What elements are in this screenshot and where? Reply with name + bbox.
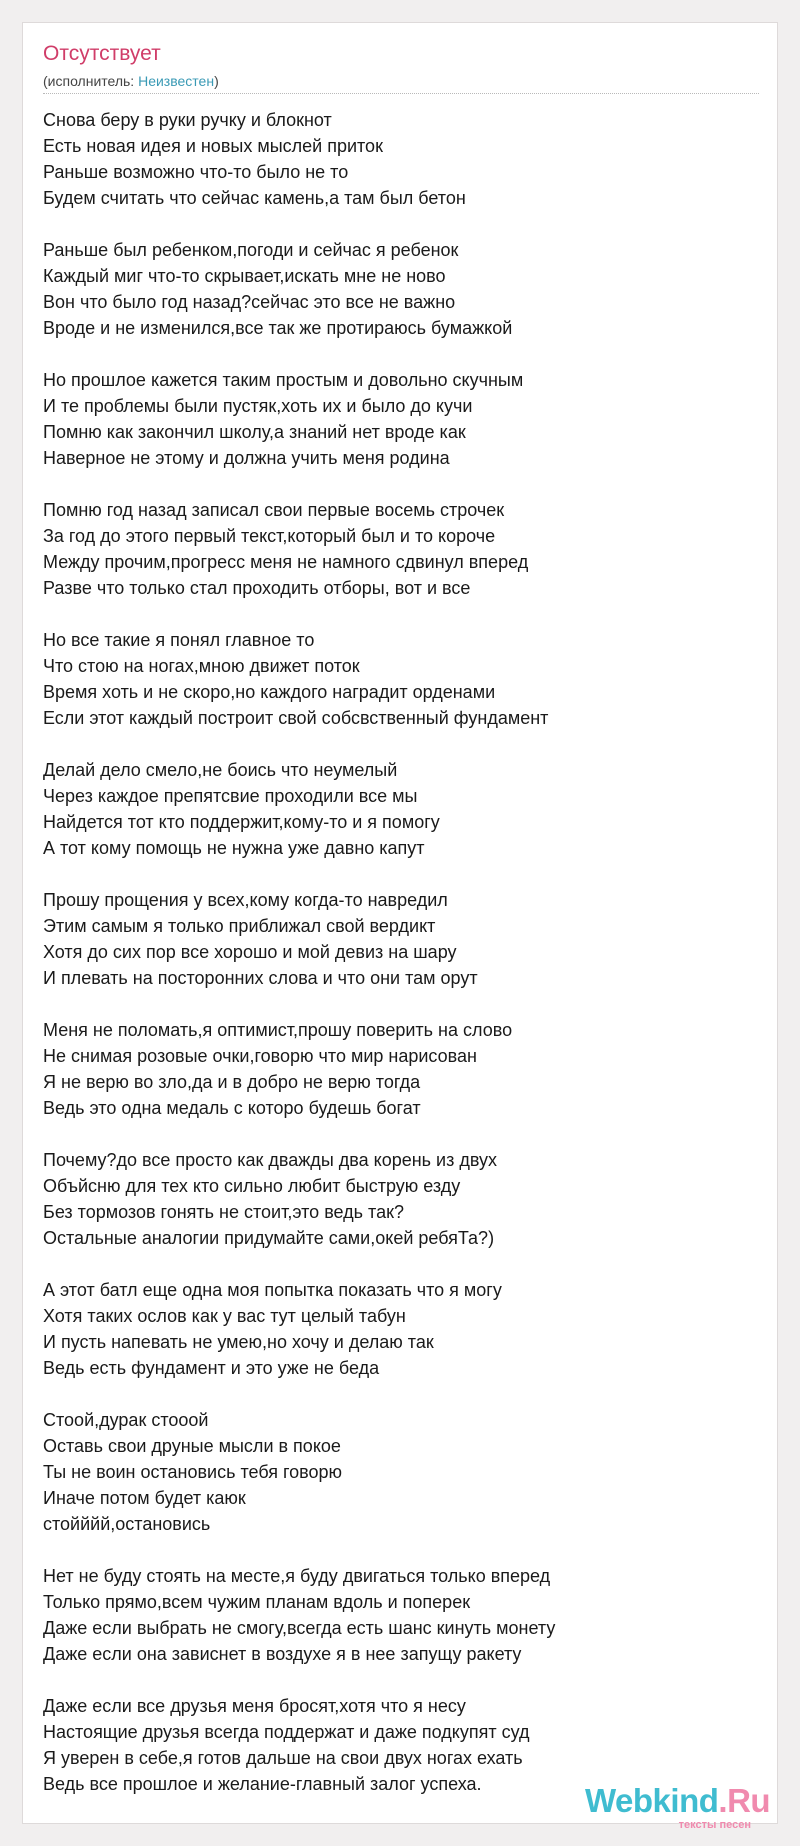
lyric-line: Оставь свои друные мысли в покое: [43, 1436, 341, 1456]
lyric-line: Только прямо,всем чужим планам вдоль и поперек: [43, 1592, 471, 1612]
lyrics-stanza: [43, 1563, 759, 1667]
lyric-line: Помню как закончил школу,а знаний нет вроде как: [43, 422, 466, 442]
lyric-line: Прошу прощения у всех,кому когда-то навредил: [43, 890, 448, 910]
lyric-line: Но прошлое кажется таким простым и довольно скучным: [43, 370, 524, 390]
lyric-line: Но все такие я понял главное то: [43, 630, 315, 650]
logo-wordmark: [585, 1781, 770, 1821]
lyrics-stanza: [43, 1277, 759, 1381]
lyric-line: Этим самым я только приближал свой вердикт: [43, 916, 436, 936]
lyrics-stanza: [43, 107, 759, 211]
lyric-line: Не снимая розовые очки,говорю что мир нарисован: [43, 1046, 477, 1066]
lyric-line: Хотя таких ослов как у вас тут целый табун: [43, 1306, 406, 1326]
lyrics-stanza: [43, 1407, 759, 1537]
lyric-line: Даже если она зависнет в воздухе я в нее запущу ракету: [43, 1644, 522, 1664]
lyric-line: Если этот каждый построит свой собсвственный фундамент: [43, 708, 549, 728]
header-divider: [43, 93, 759, 94]
lyric-line: Наверное не этому и должна учить меня родина: [43, 448, 450, 468]
lyrics-stanza: [43, 1017, 759, 1121]
lyric-line: Даже если все друзья меня бросят,хотя что я несу: [43, 1696, 466, 1716]
lyric-line: Раньше был ребенком,погоди и сейчас я ребенок: [43, 240, 459, 260]
lyrics-stanza: [43, 237, 759, 341]
lyric-line: стойййй,остановись: [43, 1514, 211, 1534]
lyrics-body: [43, 107, 759, 1823]
artist-suffix: ): [214, 73, 219, 89]
lyric-line: Меня не поломать,я оптимист,прошу поверить на слово: [43, 1020, 513, 1040]
lyric-line: Каждый миг что-то скрывает,искать мне не ново: [43, 266, 446, 286]
lyric-line: Иначе потом будет каюк: [43, 1488, 246, 1508]
lyrics-stanza: [43, 497, 759, 601]
lyric-line: Помню год назад записал свои первые восемь строчек: [43, 500, 505, 520]
lyric-line: Есть новая идея и новых мыслей приток: [43, 136, 383, 156]
lyrics-stanza: [43, 367, 759, 471]
lyric-line: И плевать на посторонних слова и что они там орут: [43, 968, 478, 988]
lyric-line: Настоящие друзья всегда поддержат и даже подкупят суд: [43, 1722, 530, 1742]
lyric-line: Найдется тот кто поддержит,кому-то и я помогу: [43, 812, 440, 832]
lyric-line: И пусть напевать не умею,но хочу и делаю так: [43, 1332, 434, 1352]
lyric-line: Хотя до сих пор все хорошо и мой девиз на шару: [43, 942, 457, 962]
lyrics-stanza: [43, 887, 759, 991]
lyrics-stanza: [43, 627, 759, 731]
lyric-line: Ведь есть фундамент и это уже не беда: [43, 1358, 380, 1378]
lyric-line: Я уверен в себе,я готов дальше на свои двух ногах ехать: [43, 1748, 523, 1768]
lyric-line: Ты не воин остановись тебя говорю: [43, 1462, 343, 1482]
lyric-line: Разве что только стал проходить отборы, вот и все: [43, 578, 471, 598]
lyric-line: Вроде и не изменился,все так же протираюсь бумажкой: [43, 318, 513, 338]
lyric-line: Стоой,дурак стооой: [43, 1410, 209, 1430]
lyric-line: Ведь это одна медаль с которо будешь богат: [43, 1098, 421, 1118]
lyric-line: За год до этого первый текст,который был и то короче: [43, 526, 496, 546]
lyric-line: Будем считать что сейчас камень,а там был бетон: [43, 188, 466, 208]
logo-tagline: тексты песен: [678, 1819, 751, 1831]
lyric-line: Остальные аналогии придумайте сами,окей ребяТа?): [43, 1228, 495, 1248]
lyric-line: Между прочим,прогресс меня не намного сдвинул вперед: [43, 552, 529, 572]
lyric-line: Что стою на ногах,мною движет поток: [43, 656, 360, 676]
artist-link[interactable]: Неизвестен: [138, 73, 215, 89]
lyric-line: И те проблемы были пустяк,хоть их и было до кучи: [43, 396, 473, 416]
lyric-line: Вон что было год назад?сейчас это все не важно: [43, 292, 456, 312]
lyric-line: Раньше возможно что-то было не то: [43, 162, 349, 182]
lyric-line: Время хоть и не скоро,но каждого наградит орденами: [43, 682, 496, 702]
webkind-logo[interactable]: [585, 1781, 771, 1837]
lyric-line: Через каждое препятсвие проходили все мы: [43, 786, 418, 806]
lyric-line: Ведь все прошлое и желание-главный залог успеха.: [43, 1774, 482, 1794]
logo-suffix-text: .Ru: [718, 1782, 771, 1819]
lyrics-card: [22, 22, 778, 1831]
lyric-line: А тот кому помощь не нужна уже давно капут: [43, 838, 425, 858]
lyrics-stanza: [43, 757, 759, 861]
logo-main-text: Webkind: [585, 1782, 719, 1819]
lyric-line: Объйсню для тех кто сильно любит быструю езду: [43, 1176, 461, 1196]
lyric-line: Нет не буду стоять на месте,я буду двигаться только вперед: [43, 1566, 551, 1586]
artist-prefix: (исполнитель:: [43, 73, 139, 89]
song-title: Отсутствует: [43, 42, 161, 65]
lyric-line: А этот батл еще одна моя попытка показать что я могу: [43, 1280, 502, 1300]
lyric-line: Почему?до все просто как дважды два корень из двух: [43, 1150, 498, 1170]
lyric-line: Делай дело смело,не боись что неумелый: [43, 760, 398, 780]
lyrics-stanza: [43, 1147, 759, 1251]
lyric-line: Без тормозов гонять не стоит,это ведь так?: [43, 1202, 404, 1222]
lyric-line: Я не верю во зло,да и в добро не верю тогда: [43, 1072, 421, 1092]
lyric-line: Даже если выбрать не смогу,всегда есть шанс кинуть монету: [43, 1618, 556, 1638]
lyric-line: Снова беру в руки ручку и блокнот: [43, 110, 332, 130]
artist-line: [43, 73, 219, 90]
